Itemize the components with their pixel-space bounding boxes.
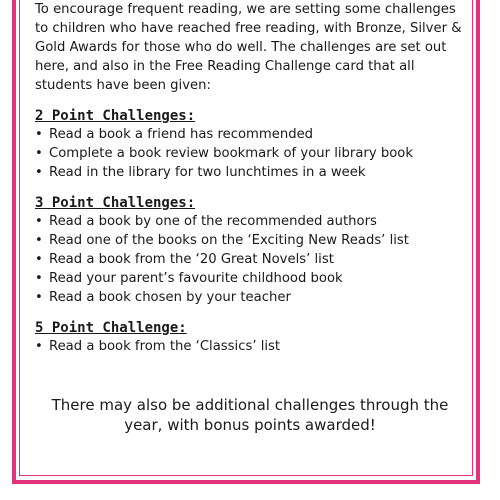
bullet-dot-icon: • — [35, 233, 43, 248]
list-item: • Read a book from the ‘20 Great Novels’ list — [35, 252, 334, 267]
intro-paragraph: To encourage frequent reading, we are setting some challenges to children who have reached free reading, with Bronze, Silver & Gold Awards for those who do well. The challenges are set out here, and also in the Free Reading Challenge card that all students have been given: — [35, 2, 462, 93]
list-item: • Read one of the books on the ‘Exciting New Reads’ list — [35, 233, 409, 248]
section-5-point — [35, 319, 465, 356]
list-item: • Read a book by one of the recommended authors — [35, 214, 377, 229]
bullet-dot-icon: • — [35, 252, 43, 267]
bullet-dot-icon: • — [35, 339, 43, 354]
section-heading: 3 Point Challenges: — [35, 195, 196, 211]
document-body — [35, 0, 465, 356]
list-item: • Read in the library for two lunchtimes in a week — [35, 165, 366, 180]
challenge-list — [35, 125, 465, 182]
section-heading: 2 Point Challenges: — [35, 108, 196, 124]
closing-note: There may also be additional challenges through the year, with bonus points awarded! — [51, 396, 449, 434]
section-2-point — [35, 107, 465, 182]
section-3-point — [35, 194, 465, 307]
list-item: • Read a book chosen by your teacher — [35, 290, 291, 305]
list-item: • Read your parent’s favourite childhood book — [35, 271, 343, 286]
bullet-dot-icon: • — [35, 146, 43, 161]
list-item: • Read a book from the ‘Classics’ list — [35, 339, 281, 354]
bullet-dot-icon: • — [35, 127, 43, 142]
section-heading: 5 Point Challenge: — [35, 320, 187, 336]
challenge-list — [35, 212, 465, 307]
list-item: • Read a book a friend has recommended — [35, 127, 314, 142]
bullet-dot-icon: • — [35, 290, 43, 305]
challenge-list — [35, 337, 465, 356]
list-item: • Complete a book review bookmark of your library book — [35, 146, 413, 161]
bullet-dot-icon: • — [35, 214, 43, 229]
bullet-dot-icon: • — [35, 271, 43, 286]
bullet-dot-icon: • — [35, 165, 43, 180]
